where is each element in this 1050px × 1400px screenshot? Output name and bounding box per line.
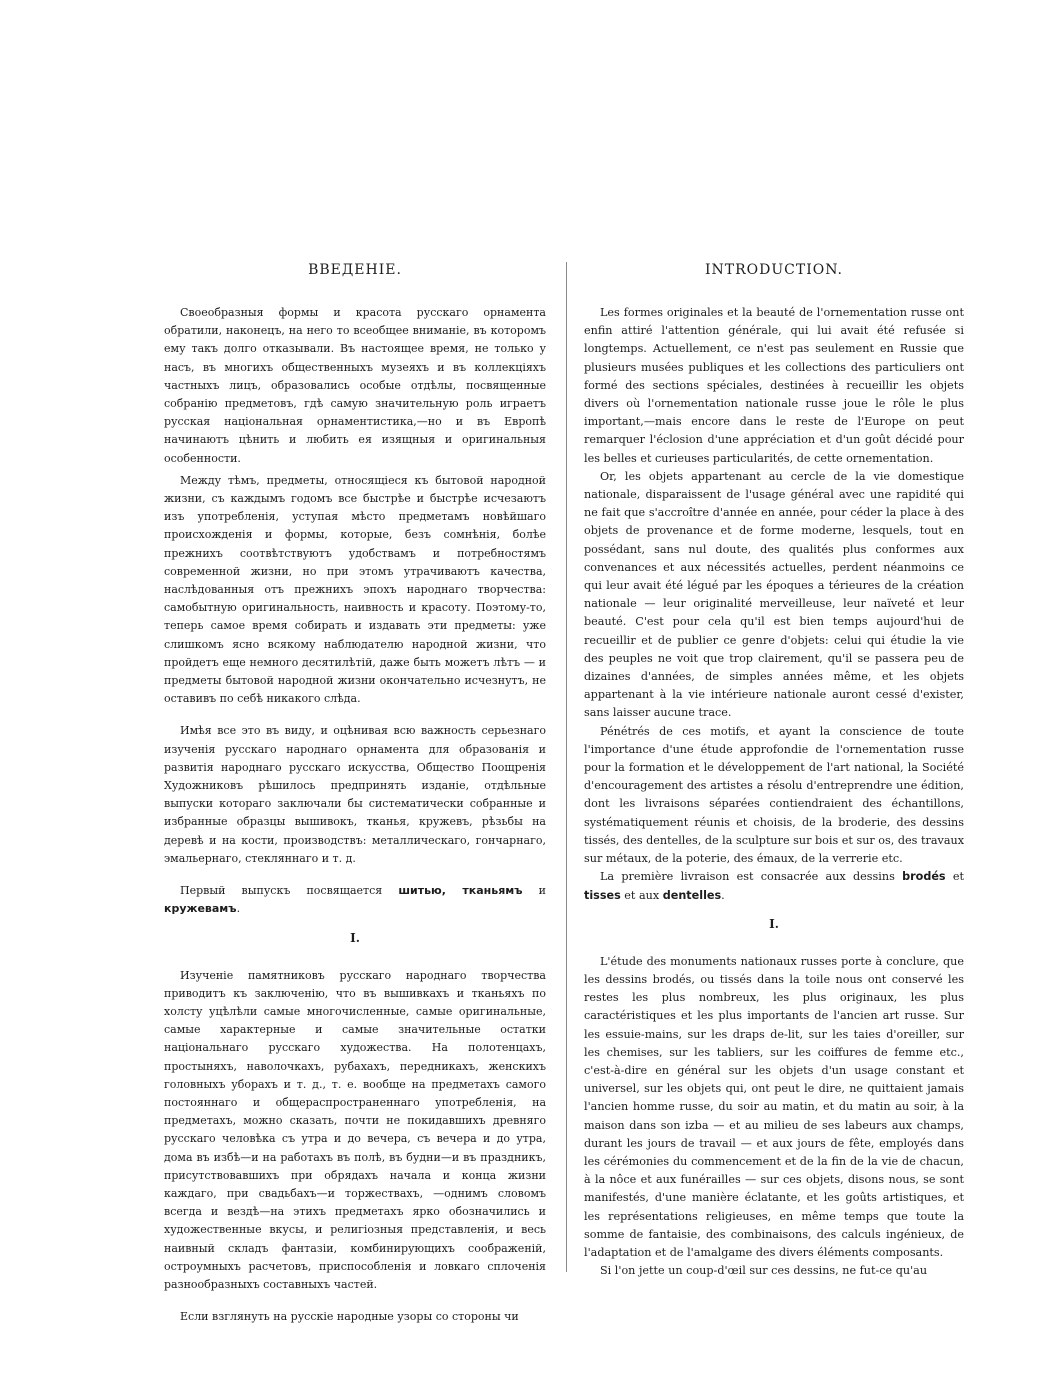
text-run: Первый выпускъ посвящается bbox=[180, 884, 399, 898]
french-paragraph-4 bbox=[584, 868, 964, 904]
text-run: . bbox=[236, 902, 241, 916]
french-paragraph-2: Or, les objets appartenant au cercle de la vie domestique nationale, disparaissent de l'usage général avec une rapidité qui ne fait que s'accroître d'année en année, pour céder la place à des objets de provenance et de forme moderne, lesquels, tout en possédant, sans nul doute, des qualités plus conformes aux convenances et aux nécessités actuelles, perdent néanmoins ce qui leur avait été légué par les époques a térieures de la création nationale — leur originalité merveilleuse, leur naïveté et leur beauté. C'est pour cela qu'il est bien temps aujourd'hui de recueillir et de publier ce genre d'objets: celui qui étudie la vie des peuples ne voit que trop clairement, qu'il se passera peu de dizaines d'années, de simples années même, et les objets appartenant à la vie intérieure nationale auront cessé d'exister, sans laisser aucune trace. bbox=[584, 469, 964, 720]
bold-term: tisses bbox=[584, 888, 621, 902]
french-paragraph-3: Pénétrés de ces motifs, et ayant la conscience de toute l'importance d'une étude approfondie de l'ornementation russe pour la formation et le développement de l'art national, la Société d'encouragement des artistes a résolu d'entreprendre une édition, dont les livraisons séparées contiendraient des échantillons, systématiquement réunis et choisis, de la broderie, des dessins tissés, des dentelles, de la sculpture sur bois et sur os, des travaux sur métaux, de la poterie, des émaux, de la verrerie etc. bbox=[584, 724, 964, 866]
bold-term: brodés bbox=[902, 870, 946, 884]
bold-term: кружевамъ bbox=[164, 902, 237, 916]
bold-term: шитью, тканьямъ bbox=[398, 884, 523, 898]
column-divider bbox=[566, 262, 567, 1272]
russian-paragraph-3: Имѣя все это въ виду, и оцѣнивая всю важность серьезнаго изученія русскаго народнаго орнамента для образованія и развитія народнаго русскаго искусства, Общество Поощренія Художниковъ рѣшилось предпринять изданіе, отдѣльные выпуски котораго заключали бы систематически собранные и избранные образцы вышивокъ, тканья, кружевъ, рѣзьбы на деревѣ и на кости, производствъ: металлическаго, гончарнаго, эмальернаго, стекляннаго и т. д. bbox=[164, 724, 546, 865]
french-paragraph-5: L'étude des monuments nationaux russes porte à conclure, que les dessins brodés, ou tissés dans la toile nous ont conservé les restes les plus nombreux, les plus originaux, les plus caractéristiques et les plus importants de l'ancien art russe. Sur les essuie-mains, sur les draps de-lit, sur les taies d'oreiller, sur les chemises, sur les tabliers, sur les coiffures de femme etc., c'est-à-dire en général sur les objets d'un usage constant et universel, sur les objets qui, ont peut le dire, ne quittaient jamais l'ancien homme russe, du soir au matin, et du matin au soir, à la maison dans son izba — et au milieu de ses labeurs aux champs, durant les jours de travail — et aux jours de fête, employés dans les cérémonies du commencement et de la fin de la vie de chacun, à la nôce et aux funérailles — sur ces objets, disons nous, se sont manifestés, d'une manière éclatante, et les goûts artistiques, et les représentations religieuses, en même temps que toute la somme de fantaisie, des combinaisons, des calculs ingénieux, de l'adaptation et de l'amalgame des divers éléments composants. bbox=[584, 954, 964, 1259]
text-run: . bbox=[721, 888, 725, 902]
russian-paragraph-6: Если взглянуть на русскіе народные узоры со стороны чи bbox=[180, 1310, 519, 1324]
russian-paragraph-2: Между тѣмъ, предметы, относящіеся къ бытовой народной жизни, съ каждымъ годомъ все быстрѣе и быстрѣе исчезаютъ изъ употребленія, уступая мѣсто предметамъ новѣйшаго происхожденія и формы, которые, безъ сомнѣнія, болѣе прежнихъ соотвѣтствуютъ удобствамъ и потребностямъ современной жизни, но при этомъ утрачиваютъ качества, наслѣдованныя отъ прежнихъ эпохъ народнаго творчества: самобытную оригинальность, наивность и красоту. Поэтому-то, теперь самое время собирать и издавать эти предметы: уже слишкомъ ясно всякому наблюдателю народной жизни, что пройдетъ еще немного десятилѣтій, даже быть можетъ лѣтъ — и предметы бытовой народной жизни окончательно исчезнутъ, не оставивъ по себѣ никакого слѣда. bbox=[164, 473, 546, 706]
russian-paragraph-1: Своеобразныя формы и красота русскаго орнамента обратили, наконецъ, на него то всеобщее вниманіе, въ которомъ ему такъ долго отказывали. Въ настоящее время, не только у насъ, въ многихъ общественныхъ музеяхъ и въ коллекціяхъ частныхъ лицъ, образовались особые отдѣлы, посвященные собранію предметовъ, гдѣ самую значительную роль играетъ русская національная орнаментистика,—но и въ Европѣ начинаютъ цѣнить и любить ея изящныя и оригинальныя особенности. bbox=[164, 306, 546, 465]
text-run: et aux bbox=[620, 888, 663, 902]
bold-term: dentelles bbox=[662, 888, 722, 902]
french-heading: INTRODUCTION. bbox=[704, 262, 844, 278]
french-paragraph-6: Si l'on jette un coup-d'œil sur ces dessins, ne fut-ce qu'au bbox=[600, 1264, 928, 1278]
russian-paragraph-5: Изученіе памятниковъ русскаго народнаго творчества приводитъ къ заключенію, что въ вышивкахъ и тканьяхъ по холсту уцѣлѣли самые многочисленные, самые оригинальные, самые характерные и самые значительные остатки національнаго русскаго художества. На полотенцахъ, простыняхъ, наволочкахъ, рубахахъ, передникахъ, женскихъ головныхъ уборахъ и т. д., т. е. вообще на предметахъ самого постояннаго и общераспространеннаго употребленія, на предметахъ, можно сказать, почти не покидавшихъ древняго русскаго человѣка съ утра и до вечера, съ вечера и до утра, дома въ избѣ—и на работахъ въ полѣ, въ будни—и въ праздникъ, присутствовавшихъ при обрядахъ начала и конца жизни каждаго, при свадьбахъ—и торжествахъ, —однимъ словомъ всегда и вездѣ—на этихъ предметахъ ярко обозначились и художественные вкусы, и религіозныя представленія, и весь наивный складъ фантазіи, комбинирующихъ соображеній, остроумныхъ расчетовъ, приспособленія и ловкаго сплоченія разнообразныхъ составныхъ частей. bbox=[164, 968, 546, 1291]
french-column bbox=[584, 262, 964, 1280]
text-run: La première livraison est consacrée aux dessins bbox=[600, 870, 903, 884]
russian-heading: ВВЕДЕНІЕ. bbox=[308, 262, 402, 278]
russian-paragraph-4 bbox=[164, 882, 546, 918]
french-paragraph-1: Les formes originales et la beauté de l'ornementation russe ont enfin attiré l'attention générale, qui lui avait été refusée si longtemps. Actuellement, ce n'est pas seulement en Russie que plusieurs musées publiques et les collections des particuliers ont formé des sections spéciales, destinées à recueillir les objets divers où l'ornementation nationale russe joue le rôle le plus important,—mais encore dans le reste de l'Europe on peut remarquer l'éclosion d'une appréciation et d'un goût décidé pour les belles et curieuses particularités, de cette ornementation. bbox=[584, 306, 964, 465]
text-run: et bbox=[945, 870, 964, 884]
french-section-number: I. bbox=[769, 916, 779, 931]
russian-column bbox=[164, 262, 546, 1326]
russian-section-number: I. bbox=[350, 930, 360, 945]
text-run: и bbox=[522, 884, 546, 898]
